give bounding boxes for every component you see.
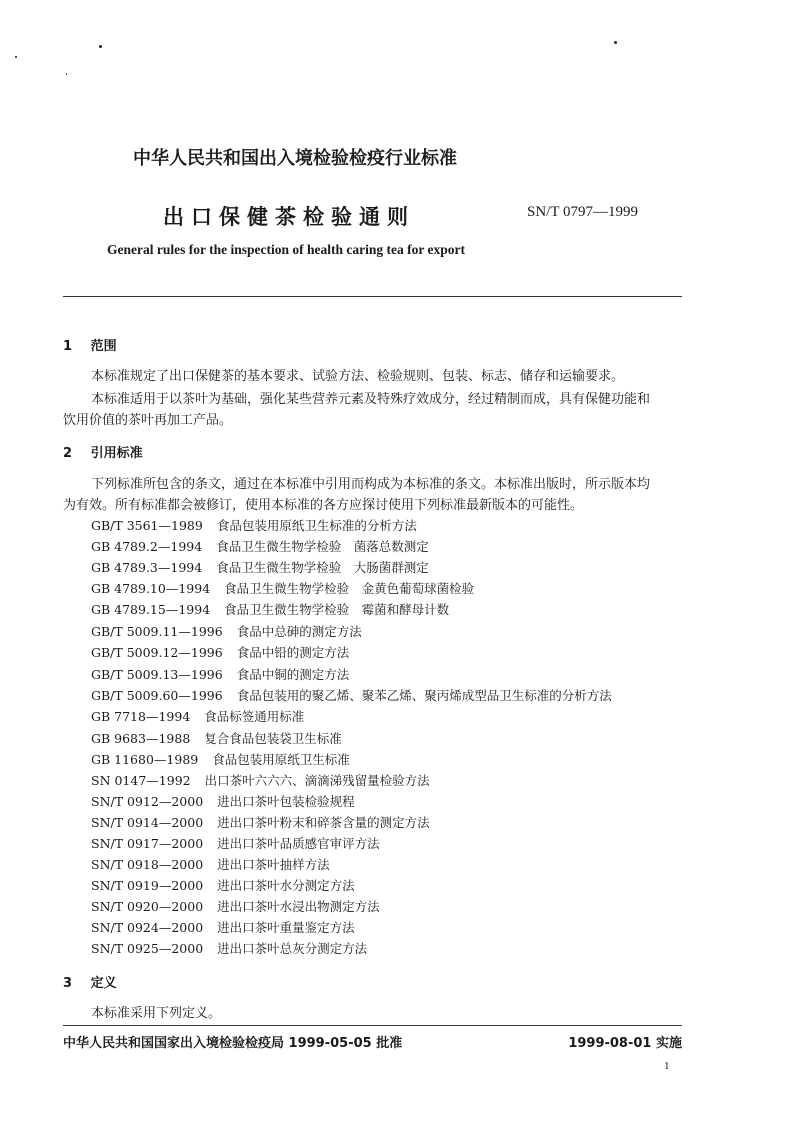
ref-code: GB 9683—1988 xyxy=(91,731,191,746)
list-item xyxy=(91,771,430,789)
ref-title: 食品中铅的测定方法 xyxy=(236,645,350,660)
scan-speck xyxy=(66,73,67,75)
ref-title: 食品包装用的聚乙烯、聚苯乙烯、聚丙烯成型品卫生标准的分析方法 xyxy=(236,688,612,703)
ref-title: 食品卫生微生物学检验 金黄色葡萄球菌检验 xyxy=(224,581,475,596)
ref-code: SN/T 0917—2000 xyxy=(91,836,204,851)
org-line: 中华人民共和国出入境检验检疫行业标准 xyxy=(133,148,457,169)
ref-code: SN/T 0920—2000 xyxy=(91,899,204,914)
section-title: 引用标准 xyxy=(90,446,143,461)
ref-code: GB/T 5009.11—1996 xyxy=(91,624,223,639)
ref-code: SN/T 0919—2000 xyxy=(91,878,204,893)
ref-title: 食品卫生微生物学检验 大肠菌群测定 xyxy=(216,560,429,575)
ref-title: 食品卫生微生物学检验 菌落总数测定 xyxy=(216,539,429,554)
list-item xyxy=(91,686,612,704)
ref-title: 进出口茶叶包装检验规程 xyxy=(217,794,355,809)
ref-code: GB 11680—1989 xyxy=(91,752,199,767)
ref-title: 进出口茶叶粉末和碎茶含量的测定方法 xyxy=(217,815,430,830)
list-item xyxy=(91,558,429,576)
ref-code: GB/T 5009.13—1996 xyxy=(91,667,223,682)
section-title: 定义 xyxy=(90,976,117,991)
header-divider xyxy=(63,296,682,297)
list-item xyxy=(91,579,474,597)
ref-title: 食品包装用原纸卫生标准 xyxy=(212,752,350,767)
implementation-date: 1999-08-01 实施 xyxy=(568,1036,682,1051)
ref-code: GB 7718—1994 xyxy=(91,709,191,724)
ref-code: SN 0147—1992 xyxy=(91,773,191,788)
ref-code: SN/T 0925—2000 xyxy=(91,941,204,956)
list-item xyxy=(91,643,349,661)
section-title: 范围 xyxy=(90,339,117,354)
section-heading xyxy=(63,335,117,354)
list-item xyxy=(91,792,355,810)
ref-code: SN/T 0918—2000 xyxy=(91,857,204,872)
paragraph: 本标准采用下列定义。 xyxy=(91,1006,222,1021)
ref-code: GB 4789.3—1994 xyxy=(91,560,203,575)
ref-code: GB/T 5009.60—1996 xyxy=(91,688,223,703)
paragraph: 本标准适用于以茶叶为基础，强化某些营养元素及特殊疗效成分，经过精制而成，具有保健功能和 xyxy=(91,392,651,407)
ref-title: 复合食品包装袋卫生标准 xyxy=(204,731,342,746)
section-number: 2 xyxy=(63,446,73,461)
english-title: General rules for the inspection of health caring tea for export xyxy=(107,242,465,257)
scan-speck xyxy=(614,41,617,44)
list-item xyxy=(91,918,355,936)
list-item xyxy=(91,537,429,555)
paragraph: 为有效。所有标准都会被修订，使用本标准的各方应探讨使用下列标准最新版本的可能性。 xyxy=(63,498,584,513)
standard-code: SN/T 0797—1999 xyxy=(527,204,638,220)
approval-line: 中华人民共和国国家出入境检验检疫局 1999-05-05 批准 xyxy=(63,1036,403,1051)
section-number: 1 xyxy=(63,339,73,354)
ref-code: GB 4789.2—1994 xyxy=(91,539,203,554)
ref-code: GB/T 5009.12—1996 xyxy=(91,645,223,660)
list-item xyxy=(91,813,430,831)
paragraph: 本标准规定了出口保健茶的基本要求、试验方法、检验规则、包装、标志、储存和运输要求。 xyxy=(91,369,625,384)
scan-speck xyxy=(15,56,17,58)
ref-title: 食品中铜的测定方法 xyxy=(236,667,350,682)
list-item xyxy=(91,729,342,747)
list-item xyxy=(91,834,380,852)
ref-code: GB 4789.10—1994 xyxy=(91,581,211,596)
section-heading xyxy=(63,442,143,461)
ref-code: SN/T 0912—2000 xyxy=(91,794,204,809)
ref-title: 进出口茶叶抽样方法 xyxy=(217,857,330,872)
ref-code: GB/T 3561—1989 xyxy=(91,518,203,533)
list-item xyxy=(91,600,449,618)
scan-speck xyxy=(99,45,102,48)
list-item xyxy=(91,855,330,873)
ref-title: 进出口茶叶重量鉴定方法 xyxy=(217,920,355,935)
list-item xyxy=(91,665,349,683)
footer-divider xyxy=(63,1025,682,1026)
page-number: 1 xyxy=(664,1060,670,1072)
ref-code: SN/T 0924—2000 xyxy=(91,920,204,935)
page-title: 出口保健茶检验通则 xyxy=(163,205,415,229)
ref-title: 食品中总砷的测定方法 xyxy=(236,624,362,639)
ref-code: GB 4789.15—1994 xyxy=(91,602,211,617)
ref-title: 食品卫生微生物学检验 霉菌和酵母计数 xyxy=(224,602,450,617)
ref-title: 进出口茶叶水浸出物测定方法 xyxy=(217,899,380,914)
section-number: 3 xyxy=(63,976,73,991)
list-item xyxy=(91,750,350,768)
ref-code: SN/T 0914—2000 xyxy=(91,815,204,830)
section-heading xyxy=(63,972,117,991)
ref-title: 出口茶叶六六六、滴滴涕残留量检验方法 xyxy=(204,773,430,788)
list-item xyxy=(91,516,417,534)
ref-title: 食品标签通用标准 xyxy=(204,709,305,724)
list-item xyxy=(91,876,355,894)
ref-title: 进出口茶叶水分测定方法 xyxy=(217,878,355,893)
paragraph: 饮用价值的茶叶再加工产品。 xyxy=(63,413,233,428)
ref-title: 进出口茶叶品质感官审评方法 xyxy=(217,836,380,851)
list-item xyxy=(91,622,362,640)
paragraph: 下列标准所包含的条文，通过在本标准中引用而构成为本标准的条文。本标准出版时，所示版本均 xyxy=(91,477,651,492)
list-item xyxy=(91,897,380,915)
ref-title: 食品包装用原纸卫生标准的分析方法 xyxy=(216,518,417,533)
list-item xyxy=(91,939,367,957)
list-item xyxy=(91,707,304,725)
ref-title: 进出口茶叶总灰分测定方法 xyxy=(217,941,368,956)
